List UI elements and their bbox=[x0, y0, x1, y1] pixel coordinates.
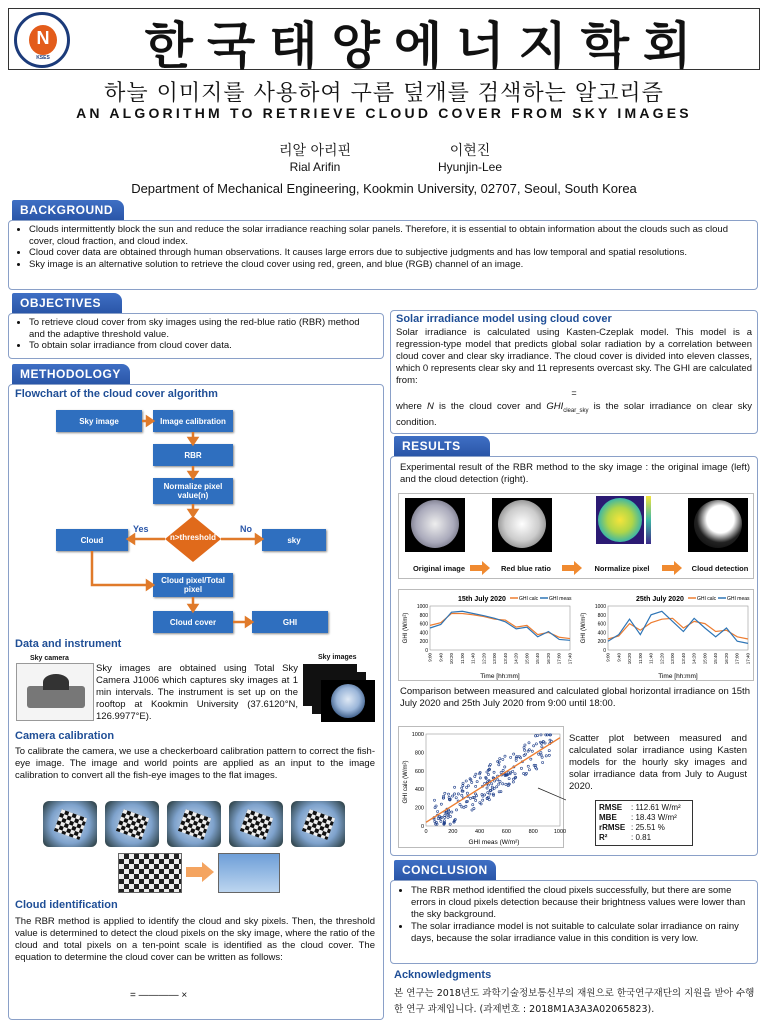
y-tick-label: 0 bbox=[420, 824, 424, 830]
scatter-point bbox=[498, 764, 500, 766]
calibration-text: To calibrate the camera, we use a checkerboard calibration pattern to correct the fish-eye image. The image and world points are applied as an input to the image calibration to convert all the fish-eye images to the flat images. bbox=[15, 746, 375, 781]
calibration-title: Camera calibration bbox=[15, 730, 115, 742]
scatter-point bbox=[455, 809, 457, 811]
scatter-text: Scatter plot between measured and calculated solar irradiance using Kasten models for the hourly sky images and solar irradiance data from July to August 2020. bbox=[569, 733, 747, 792]
y-tick-label: 200 bbox=[414, 805, 424, 812]
scatter-point bbox=[453, 786, 455, 788]
society-name: 한국태양에너지학회 bbox=[144, 17, 706, 75]
author-1-english: Rial Arifin bbox=[289, 160, 341, 174]
scatter-point bbox=[523, 749, 525, 751]
y-tick-label: 400 bbox=[419, 630, 428, 637]
flow-rbr: RBR bbox=[153, 444, 233, 466]
scatter-point bbox=[484, 794, 486, 796]
scatter-point bbox=[528, 769, 530, 771]
x-tick-label: 13:00 bbox=[670, 653, 676, 665]
scatter-point bbox=[479, 777, 481, 779]
y-tick-label: 800 bbox=[419, 612, 428, 619]
y-axis-label: GHI calc (W/m²) bbox=[403, 760, 409, 804]
ghi-equation: = bbox=[571, 388, 577, 398]
sky-camera-label: Sky camera bbox=[30, 655, 69, 662]
scatter-point bbox=[541, 746, 543, 748]
scatter-point bbox=[475, 799, 477, 801]
scatter-point bbox=[520, 767, 522, 769]
flow-cloud-ratio: Cloud pixel/Total pixel bbox=[153, 573, 233, 597]
scatter-point bbox=[523, 746, 525, 748]
scatter-point bbox=[527, 765, 529, 767]
objectives-heading: OBJECTIVES bbox=[12, 293, 122, 313]
stat-row: R² : 0.81 bbox=[599, 833, 652, 842]
scatter-point bbox=[433, 799, 435, 801]
acknowledgments-title: Acknowledgments bbox=[394, 969, 492, 981]
conclusion-heading: CONCLUSION bbox=[394, 860, 496, 880]
scatter-point bbox=[499, 780, 501, 782]
y-tick-label: 1000 bbox=[594, 604, 606, 610]
author-1-korean: 리알 아리핀 bbox=[278, 143, 352, 159]
series-line bbox=[608, 611, 748, 643]
comparison-text: Comparison between measured and calculated global horizontal irradiance on 15th July 2020 and 25th July 2020 from 9:00 until 18:00. bbox=[400, 686, 750, 709]
data-instrument-title: Data and instrument bbox=[15, 638, 122, 650]
scatter-point bbox=[440, 820, 442, 822]
scatter-point bbox=[507, 772, 509, 774]
checkerboard-image-3 bbox=[167, 801, 221, 847]
x-axis-label: Time [hh:mm] bbox=[658, 673, 698, 680]
normalize-pixel-image bbox=[586, 496, 656, 554]
series-line bbox=[430, 613, 570, 638]
scatter-point bbox=[488, 799, 490, 801]
checkerboard-image-5 bbox=[291, 801, 345, 847]
legend-label: GHI calc bbox=[697, 596, 717, 602]
x-tick-label: 600 bbox=[501, 829, 511, 835]
scatter-plot bbox=[398, 728, 566, 848]
sky-images-label: Sky images bbox=[318, 654, 357, 661]
scatter-point bbox=[530, 758, 532, 760]
solar-model-title: Solar irradiance model using cloud cover bbox=[396, 313, 612, 325]
ghi-chart-15-july bbox=[398, 592, 578, 682]
scatter-point bbox=[451, 811, 453, 813]
scatter-point bbox=[512, 770, 514, 772]
stats-pointer bbox=[538, 788, 566, 812]
scatter-point bbox=[474, 775, 476, 777]
poster-title-korean: 하늘 이미지를 사용하여 구름 덮개를 검색하는 알고리즘 bbox=[104, 81, 664, 106]
stats-table bbox=[595, 800, 693, 846]
y-tick-label: 200 bbox=[597, 639, 606, 646]
solar-model-text: Solar irradiance is calculated using Kasten-Czeplak model. This model is a regression-type model that predicts global solar radiation by a correlation between cloud cover and clear sky irradiance. The cloud cover is divided into eleven classes, which 0 represents clear sky and 11 represents overcast sky. The GHI are calculated from: bbox=[396, 327, 752, 386]
x-tick-label: 16:20 bbox=[545, 653, 551, 665]
scatter-point bbox=[463, 806, 465, 808]
cloud-identification-text: The RBR method is applied to identify the cloud and sky pixels. Then, the threshold value is determined to detect the cloud pixels on the sky image, where the ratio of the cloud and total pixels on a ten-point scale is identified as the cloud cover. The equation to determine the cloud cover can be written as follows: bbox=[15, 916, 375, 963]
ghi-chart-25-july bbox=[576, 592, 756, 682]
scatter-point bbox=[440, 803, 442, 805]
x-tick-label: 11:40 bbox=[470, 653, 476, 664]
scatter-point bbox=[510, 756, 512, 758]
methodology-heading: METHODOLOGY bbox=[12, 364, 130, 384]
scatter-point bbox=[449, 823, 451, 825]
scatter-point bbox=[493, 771, 495, 773]
flow-no: No bbox=[240, 524, 252, 534]
author-2-korean: 이현진 bbox=[449, 143, 491, 159]
scatter-point bbox=[502, 783, 504, 785]
x-tick-label: 11:00 bbox=[637, 653, 643, 664]
scatter-point bbox=[475, 773, 477, 775]
x-tick-label: 9:00 bbox=[427, 653, 433, 662]
x-tick-label: 10:20 bbox=[449, 653, 455, 665]
x-tick-label: 800 bbox=[528, 829, 538, 835]
x-axis-label: GHI meas (W/m²) bbox=[468, 839, 520, 846]
scatter-point bbox=[444, 792, 446, 794]
flow-arrows bbox=[0, 0, 384, 640]
results-heading: RESULTS bbox=[394, 436, 490, 456]
list-item: • The solar irradiance model is not suitable to calculate solar irradiance on rainy days, because the solar irradiance value in this condition is very low. bbox=[411, 921, 751, 945]
affiliation: Department of Mechanical Engineering, Kookmin University, 02707, Seoul, South Korea bbox=[131, 181, 637, 196]
list-item: • To obtain solar irradiance from cloud cover data. bbox=[29, 340, 377, 352]
scatter-point bbox=[449, 815, 451, 817]
y-tick-label: 800 bbox=[414, 750, 424, 757]
scatter-point bbox=[548, 750, 550, 752]
scatter-point bbox=[538, 753, 540, 755]
scatter-point bbox=[487, 792, 489, 794]
scatter-point bbox=[513, 753, 515, 755]
flow-image-calibration: Image calibration bbox=[153, 410, 233, 432]
step-normalize-label: Normalize pixel bbox=[594, 564, 650, 573]
y-tick-label: 0 bbox=[425, 648, 428, 654]
logo-emblem: N bbox=[29, 25, 57, 55]
x-tick-label: 11:40 bbox=[648, 653, 654, 664]
y-tick-label: 400 bbox=[414, 787, 424, 794]
list-item: • Sky image is an alternative solution to retrieve the cloud cover using red, green, and blue (RGB) channel of an image. bbox=[29, 259, 751, 271]
scatter-point bbox=[535, 743, 537, 745]
x-tick-label: 16:20 bbox=[723, 653, 729, 665]
x-tick-label: 15:40 bbox=[713, 653, 719, 665]
step-detection-label: Cloud detection bbox=[691, 564, 749, 573]
scatter-point bbox=[500, 771, 502, 773]
y-tick-label: 600 bbox=[597, 621, 606, 628]
original-image bbox=[405, 498, 465, 552]
cloud-cover-equation: = ———— × bbox=[130, 990, 188, 1001]
x-tick-label: 1000 bbox=[553, 829, 566, 835]
scatter-point bbox=[465, 780, 467, 782]
checkerboard-image-2 bbox=[105, 801, 159, 847]
x-tick-label: 400 bbox=[475, 829, 485, 835]
stat-row: MBE : 18.43 W/m² bbox=[599, 813, 677, 822]
flow-yes: Yes bbox=[133, 524, 149, 534]
y-tick-label: 200 bbox=[419, 639, 428, 646]
scatter-point bbox=[461, 794, 463, 796]
scatter-point bbox=[462, 785, 464, 787]
scatter-point bbox=[497, 779, 499, 781]
scatter-point bbox=[548, 754, 550, 756]
scatter-point bbox=[516, 756, 518, 758]
solar-model-where: where N is the cloud cover and $GHI_{clear\_sky}$ is the solar irradiance on clear sky condition. bbox=[396, 401, 753, 428]
list-item: • Cloud cover data are obtained through human observations. It causes large errors due to subjective judgments and has low temporal and spatial resolutions. bbox=[29, 247, 751, 259]
scatter-point bbox=[504, 766, 506, 768]
scatter-point bbox=[489, 793, 491, 795]
x-tick-label: 15:00 bbox=[524, 653, 530, 665]
author-2-english: Hyunjin-Lee bbox=[437, 160, 503, 174]
background-heading: BACKGROUND bbox=[12, 200, 124, 220]
flow-ghi: GHI bbox=[252, 611, 328, 633]
stat-row: RMSE : 112.61 W/m² bbox=[599, 803, 681, 812]
scatter-point bbox=[491, 783, 493, 785]
x-tick-label: 14:20 bbox=[691, 653, 697, 665]
scatter-point bbox=[469, 797, 471, 799]
scatter-point bbox=[499, 757, 501, 759]
y-tick-label: 1000 bbox=[416, 604, 428, 610]
poster-title-english: AN ALGORITHM TO RETRIEVE CLOUD COVER FROM SKY IMAGES bbox=[76, 105, 692, 121]
scatter-point bbox=[505, 783, 507, 785]
scatter-point bbox=[531, 750, 533, 752]
acknowledgments-text: 본 연구는 2018년도 과학기술정보통신부의 재원으로 한국연구재단의 지원을 받아 수행한 연구 과제입니다. (과제번호 : 2018M1A3A3A02065823). bbox=[394, 988, 755, 1015]
scatter-point bbox=[455, 797, 457, 799]
flow-sky-image: Sky image bbox=[56, 410, 142, 432]
scatter-point bbox=[476, 781, 478, 783]
x-tick-label: 13:40 bbox=[680, 653, 686, 665]
scatter-point bbox=[533, 745, 535, 747]
y-tick-label: 800 bbox=[597, 612, 606, 619]
checkerboard-image-4 bbox=[229, 801, 283, 847]
scatter-point bbox=[486, 787, 488, 789]
solar-model-box bbox=[390, 310, 758, 434]
x-tick-label: 14:20 bbox=[513, 653, 519, 665]
x-tick-label: 10:20 bbox=[627, 653, 633, 665]
list-item: • The RBR method identified the cloud pixels successfully, but there are some errors in cloud pixels detection because their brightness values were lower than the sky background. bbox=[411, 885, 751, 921]
flowchart-title: Flowchart of the cloud cover algorithm bbox=[15, 388, 218, 400]
sky-camera-photo bbox=[16, 663, 94, 721]
series-line bbox=[430, 611, 570, 640]
scatter-point bbox=[528, 742, 530, 744]
scatter-point bbox=[487, 773, 489, 775]
x-tick-label: 0 bbox=[424, 829, 428, 835]
scatter-point bbox=[447, 816, 449, 818]
step-arrows bbox=[470, 561, 760, 575]
arrow-right-icon bbox=[186, 862, 214, 882]
x-tick-label: 13:40 bbox=[502, 653, 508, 665]
scatter-point bbox=[542, 761, 544, 763]
scatter-point bbox=[436, 810, 438, 812]
list-item: • To retrieve cloud cover from sky images using the red-blue ratio (RBR) method and the adaptive threshold value. bbox=[29, 317, 377, 340]
chart-title: 25th July 2020 bbox=[636, 596, 684, 603]
y-tick-label: 0 bbox=[603, 648, 606, 654]
scatter-point bbox=[502, 758, 504, 760]
scatter-point bbox=[504, 755, 506, 757]
scatter-point bbox=[472, 804, 474, 806]
scatter-point bbox=[473, 807, 475, 809]
scatter-point bbox=[498, 783, 500, 785]
logo-text: KSES bbox=[36, 55, 50, 61]
flow-cloud: Cloud bbox=[56, 529, 128, 551]
y-tick-label: 600 bbox=[419, 621, 428, 628]
data-instrument-text: Sky images are obtained using Total Sky Camera J1006 which captures sky images at 1 min intervals. The instrument is set up on the rooftop at Kookmin University (37.6120°N, 126.9977°E). bbox=[96, 663, 298, 722]
scatter-point bbox=[447, 793, 449, 795]
x-tick-label: 9:40 bbox=[438, 653, 444, 662]
x-tick-label: 200 bbox=[448, 829, 458, 835]
conclusion-box bbox=[390, 880, 758, 964]
scatter-point bbox=[466, 792, 468, 794]
scatter-point bbox=[508, 778, 510, 780]
scatter-point bbox=[545, 755, 547, 757]
scatter-point bbox=[453, 793, 455, 795]
flat-sky-image bbox=[218, 853, 280, 893]
flat-checkerboard bbox=[118, 853, 182, 893]
scatter-point bbox=[471, 781, 473, 783]
x-tick-label: 9:00 bbox=[605, 653, 611, 662]
scatter-point bbox=[512, 781, 514, 783]
scatter-point bbox=[482, 799, 484, 801]
rbr-result-text: Experimental result of the RBR method to the sky image : the original image (left) and the cloud detection (right). bbox=[400, 462, 750, 485]
list-item: • Clouds intermittently block the sun and reduce the solar irradiance reaching solar panels. Therefore, it is essential to obtain information about the clouds such as cloud cover, cloud fraction, and cloud index. bbox=[29, 224, 751, 247]
scatter-point bbox=[475, 785, 477, 787]
y-tick-label: 600 bbox=[414, 768, 424, 775]
x-tick-label: 12:20 bbox=[659, 653, 665, 665]
conclusion-list bbox=[397, 885, 751, 945]
flow-cloud-cover: Cloud cover bbox=[153, 611, 233, 633]
scatter-point bbox=[523, 754, 525, 756]
y-tick-label: 400 bbox=[597, 630, 606, 637]
scatter-point bbox=[524, 744, 526, 746]
step-original-label: Original image bbox=[412, 564, 466, 573]
x-tick-label: 17:40 bbox=[745, 653, 751, 665]
sky-images-stack bbox=[303, 664, 375, 722]
fit-line bbox=[426, 738, 560, 823]
scatter-point bbox=[466, 786, 468, 788]
scatter-point bbox=[540, 752, 542, 754]
scatter-point bbox=[541, 756, 543, 758]
x-tick-label: 13:00 bbox=[492, 653, 498, 665]
y-tick-label: 1000 bbox=[411, 732, 424, 738]
scatter-point bbox=[462, 782, 464, 784]
x-tick-label: 15:00 bbox=[702, 653, 708, 665]
x-tick-label: 15:40 bbox=[535, 653, 541, 665]
scatter-point bbox=[540, 754, 542, 756]
red-blue-ratio-image bbox=[492, 498, 552, 552]
cloud-identification-title: Cloud identification bbox=[15, 899, 118, 911]
x-tick-label: 9:40 bbox=[616, 653, 622, 662]
legend-label: GHI meas bbox=[549, 596, 572, 602]
flow-normalize: Normalize pixel value(n) bbox=[153, 478, 233, 504]
checkerboard-image-1 bbox=[43, 801, 97, 847]
scatter-point bbox=[502, 769, 504, 771]
scatter-point bbox=[451, 795, 453, 797]
scatter-point bbox=[461, 787, 463, 789]
scatter-point bbox=[459, 803, 461, 805]
x-tick-label: 17:00 bbox=[556, 653, 562, 665]
x-tick-label: 17:00 bbox=[734, 653, 740, 665]
y-axis-label: GHI (W/m²) bbox=[403, 612, 409, 644]
scatter-point bbox=[497, 760, 499, 762]
stat-row: rRMSE : 25.51 % bbox=[599, 823, 665, 832]
legend-label: GHI calc bbox=[519, 596, 539, 602]
cloud-detection-image bbox=[688, 498, 748, 552]
x-tick-label: 12:20 bbox=[481, 653, 487, 665]
x-tick-label: 17:40 bbox=[567, 653, 573, 665]
scatter-point bbox=[457, 793, 459, 795]
y-axis-label: GHI (W/m²) bbox=[581, 612, 587, 644]
x-axis-label: Time [hh:mm] bbox=[480, 673, 520, 680]
scatter-point bbox=[496, 786, 498, 788]
flow-sky: sky bbox=[262, 529, 326, 551]
flow-threshold-label: n>threshold bbox=[169, 533, 216, 542]
x-tick-label: 11:00 bbox=[459, 653, 465, 664]
step-rbr-label: Red blue ratio bbox=[500, 564, 551, 573]
chart-title: 15th July 2020 bbox=[458, 596, 506, 603]
legend-label: GHI meas bbox=[727, 596, 750, 602]
scatter-point bbox=[514, 773, 516, 775]
